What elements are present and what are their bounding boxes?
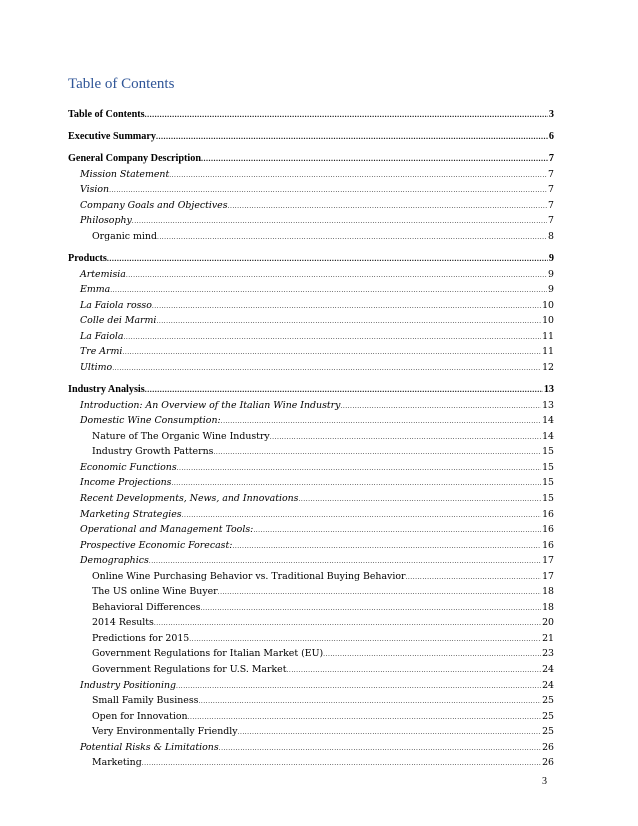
toc-entry-title: La Faiola: [80, 330, 124, 342]
toc-entry-page: 20: [542, 617, 554, 629]
toc-entry[interactable]: [68, 198, 554, 214]
toc-entry-page: 25: [542, 710, 554, 722]
toc-entry-page: 7: [548, 168, 554, 180]
table-of-contents: [68, 107, 554, 771]
toc-entry[interactable]: [68, 569, 554, 585]
toc-entry[interactable]: [68, 298, 554, 314]
toc-entry-title: Executive Summary: [68, 131, 156, 143]
toc-entry[interactable]: [68, 344, 554, 360]
dot-leader: [323, 647, 541, 662]
toc-entry-page: 17: [542, 555, 554, 567]
dot-leader: [169, 168, 547, 183]
toc-entry-page: 18: [542, 586, 554, 598]
toc-entry-page: 24: [542, 663, 554, 675]
dot-leader: [298, 492, 541, 507]
dot-leader: [177, 461, 541, 476]
toc-entry[interactable]: [68, 678, 554, 694]
dot-leader: [213, 445, 541, 460]
toc-entry-title: Industry Analysis: [68, 384, 145, 396]
toc-entry-title: Very Environmentally Friendly: [92, 726, 238, 738]
toc-entry-title: 2014 Results: [92, 617, 154, 629]
toc-entry-title: Behavioral Differences: [92, 601, 201, 613]
dot-leader: [145, 107, 548, 123]
toc-entry-title: Artemisia: [80, 268, 126, 280]
toc-entry[interactable]: [68, 398, 554, 414]
toc-entry-page: 15: [542, 446, 554, 458]
toc-entry-title: Nature of The Organic Wine Industry: [92, 430, 270, 442]
toc-entry-page: 12: [542, 361, 554, 373]
toc-entry[interactable]: [68, 475, 554, 491]
dot-leader: [157, 230, 547, 245]
toc-entry-title: Table of Contents: [68, 109, 145, 120]
toc-entry-title: Marketing: [92, 757, 142, 769]
toc-entry-page: 16: [542, 539, 554, 551]
dot-leader: [221, 414, 541, 429]
toc-entry[interactable]: [68, 740, 554, 756]
dot-leader: [156, 129, 548, 145]
toc-entry[interactable]: [68, 662, 554, 678]
toc-entry-title: Open for Innovation: [92, 710, 188, 722]
toc-entry[interactable]: [68, 631, 554, 647]
dot-leader: [189, 632, 541, 647]
toc-entry-page: 14: [542, 430, 554, 442]
toc-entry[interactable]: [68, 251, 554, 267]
dot-leader: [182, 508, 541, 523]
dot-leader: [405, 570, 541, 585]
toc-entry-page: 7: [548, 199, 554, 211]
toc-entry-title: Demographics: [80, 555, 149, 567]
toc-entry[interactable]: [68, 522, 554, 538]
toc-entry-page: 7: [548, 153, 554, 165]
toc-entry-title: Mission Statement: [80, 168, 170, 180]
dot-leader: [132, 214, 547, 229]
toc-entry[interactable]: [68, 282, 554, 298]
dot-leader: [218, 585, 541, 600]
toc-entry-title: General Company Description: [68, 153, 201, 165]
toc-entry-page: 11: [542, 330, 554, 342]
toc-entry-page: 10: [542, 299, 554, 311]
toc-entry-page: 24: [542, 679, 554, 691]
toc-entry-page: 15: [542, 492, 554, 504]
dot-leader: [200, 601, 541, 616]
toc-entry-page: 14: [542, 415, 554, 427]
toc-entry[interactable]: [68, 444, 554, 460]
toc-entry-title: Colle dei Marmi: [80, 315, 157, 327]
dot-leader: [145, 382, 543, 398]
toc-entry-page: 8: [548, 231, 554, 243]
dot-leader: [188, 710, 541, 725]
toc-entry-title: Philosophy: [80, 215, 132, 227]
toc-entry[interactable]: [68, 167, 554, 183]
toc-entry-page: 11: [542, 346, 554, 358]
toc-entry-title: Predictions for 2015: [92, 632, 190, 644]
toc-entry-title: Domestic Wine Consumption:: [80, 415, 221, 427]
dot-leader: [152, 299, 541, 314]
page-number: 3: [542, 776, 547, 787]
dot-leader: [253, 523, 541, 538]
dot-leader: [149, 554, 541, 569]
toc-entry[interactable]: [68, 182, 554, 198]
dot-leader: [109, 183, 547, 198]
toc-entry[interactable]: [68, 646, 554, 662]
toc-entry-page: 3: [548, 109, 554, 120]
toc-entry[interactable]: [68, 491, 554, 507]
dot-leader: [154, 616, 541, 631]
toc-entry-title: Industry Positioning: [80, 679, 176, 691]
dot-leader: [270, 430, 541, 445]
dot-leader: [238, 725, 542, 740]
toc-entry-title: Government Regulations for Italian Market (EU): [92, 648, 324, 660]
toc-entry-title: Emma: [80, 284, 111, 296]
toc-entry-title: Small Family Business: [92, 695, 199, 707]
toc-entry[interactable]: [68, 460, 554, 476]
toc-entry-title: Ultimo: [80, 361, 113, 373]
dot-leader: [219, 741, 541, 756]
toc-entry-title: The US online Wine Buyer: [92, 586, 218, 598]
toc-entry-page: 16: [542, 508, 554, 520]
toc-entry-page: 6: [548, 131, 554, 143]
dot-leader: [171, 476, 541, 491]
dot-leader: [112, 361, 541, 376]
toc-entry-page: 15: [542, 461, 554, 473]
toc-entry-title: Prospective Economic Forecast:: [80, 539, 233, 551]
dot-leader: [198, 694, 541, 709]
toc-entry[interactable]: [68, 755, 554, 771]
toc-entry-title: Government Regulations for U.S. Market: [92, 663, 287, 675]
toc-entry[interactable]: [68, 724, 554, 740]
toc-entry[interactable]: [68, 213, 554, 229]
toc-entry[interactable]: [68, 382, 554, 398]
toc-entry[interactable]: [68, 313, 554, 329]
toc-entry[interactable]: [68, 360, 554, 376]
toc-entry-page: 25: [542, 726, 554, 738]
toc-entry-page: 26: [542, 757, 554, 769]
toc-entry-page: 21: [542, 632, 554, 644]
toc-entry[interactable]: [68, 429, 554, 445]
toc-entry[interactable]: [68, 413, 554, 429]
toc-entry-page: 7: [548, 215, 554, 227]
toc-entry-page: 18: [542, 601, 554, 613]
toc-entry[interactable]: [68, 553, 554, 569]
toc-entry[interactable]: [68, 538, 554, 554]
toc-entry-page: 13: [542, 399, 554, 411]
dot-leader: [122, 345, 541, 360]
toc-entry[interactable]: [68, 329, 554, 345]
toc-entry[interactable]: [68, 107, 554, 123]
toc-entry-page: 17: [542, 570, 554, 582]
toc-entry-title: Introduction: An Overview of the Italian Wine Industry: [80, 399, 341, 411]
toc-entry-title: Marketing Strategies: [80, 508, 182, 520]
toc-entry-title: La Faiola rosso: [80, 299, 152, 311]
dot-leader: [287, 663, 542, 678]
toc-entry-title: Operational and Management Tools:: [80, 524, 254, 536]
toc-entry-title: Online Wine Purchasing Behavior vs. Traditional Buying Behavior: [92, 570, 406, 582]
toc-entry-page: 23: [542, 648, 554, 660]
dot-leader: [232, 539, 541, 554]
toc-entry-page: 25: [542, 695, 554, 707]
toc-entry[interactable]: [68, 267, 554, 283]
toc-entry-page: 7: [548, 184, 554, 196]
dot-leader: [176, 679, 541, 694]
toc-entry-page: 26: [542, 741, 554, 753]
toc-entry[interactable]: [68, 507, 554, 523]
dot-leader: [110, 283, 547, 298]
toc-entry[interactable]: [68, 615, 554, 631]
toc-entry-page: 16: [542, 524, 554, 536]
toc-entry-page: 9: [548, 284, 554, 296]
dot-leader: [340, 399, 541, 414]
dot-leader: [142, 756, 541, 771]
toc-entry-title: Products: [68, 253, 107, 265]
toc-entry-title: Economic Functions: [80, 461, 177, 473]
toc-entry-title: Vision: [80, 184, 110, 196]
toc-entry[interactable]: [68, 693, 554, 709]
toc-entry-title: Potential Risks & Limitations: [80, 741, 219, 753]
toc-entry-title: Organic mind: [92, 231, 157, 243]
toc-entry-page: 9: [548, 268, 554, 280]
toc-entry-title: Income Projections: [80, 477, 172, 489]
dot-leader: [126, 268, 547, 283]
dot-leader: [123, 330, 541, 345]
toc-entry[interactable]: [68, 600, 554, 616]
dot-leader: [201, 151, 548, 167]
toc-heading: Table of Contents: [68, 76, 175, 92]
toc-entry[interactable]: [68, 151, 554, 167]
toc-entry-page: 13: [543, 384, 554, 396]
toc-entry-page: 15: [542, 477, 554, 489]
dot-leader: [156, 314, 541, 329]
toc-entry-page: 10: [542, 315, 554, 327]
toc-entry[interactable]: [68, 709, 554, 725]
dot-leader: [228, 199, 547, 214]
toc-entry-title: Company Goals and Objectives: [80, 199, 228, 211]
dot-leader: [107, 251, 548, 267]
toc-entry-title: Industry Growth Patterns: [92, 446, 214, 458]
toc-entry-title: Recent Developments, News, and Innovations: [80, 492, 299, 504]
toc-entry-page: 9: [548, 253, 554, 265]
toc-entry[interactable]: [68, 129, 554, 145]
toc-entry[interactable]: [68, 229, 554, 245]
toc-entry[interactable]: [68, 584, 554, 600]
toc-entry-title: Tre Armi: [80, 346, 123, 358]
